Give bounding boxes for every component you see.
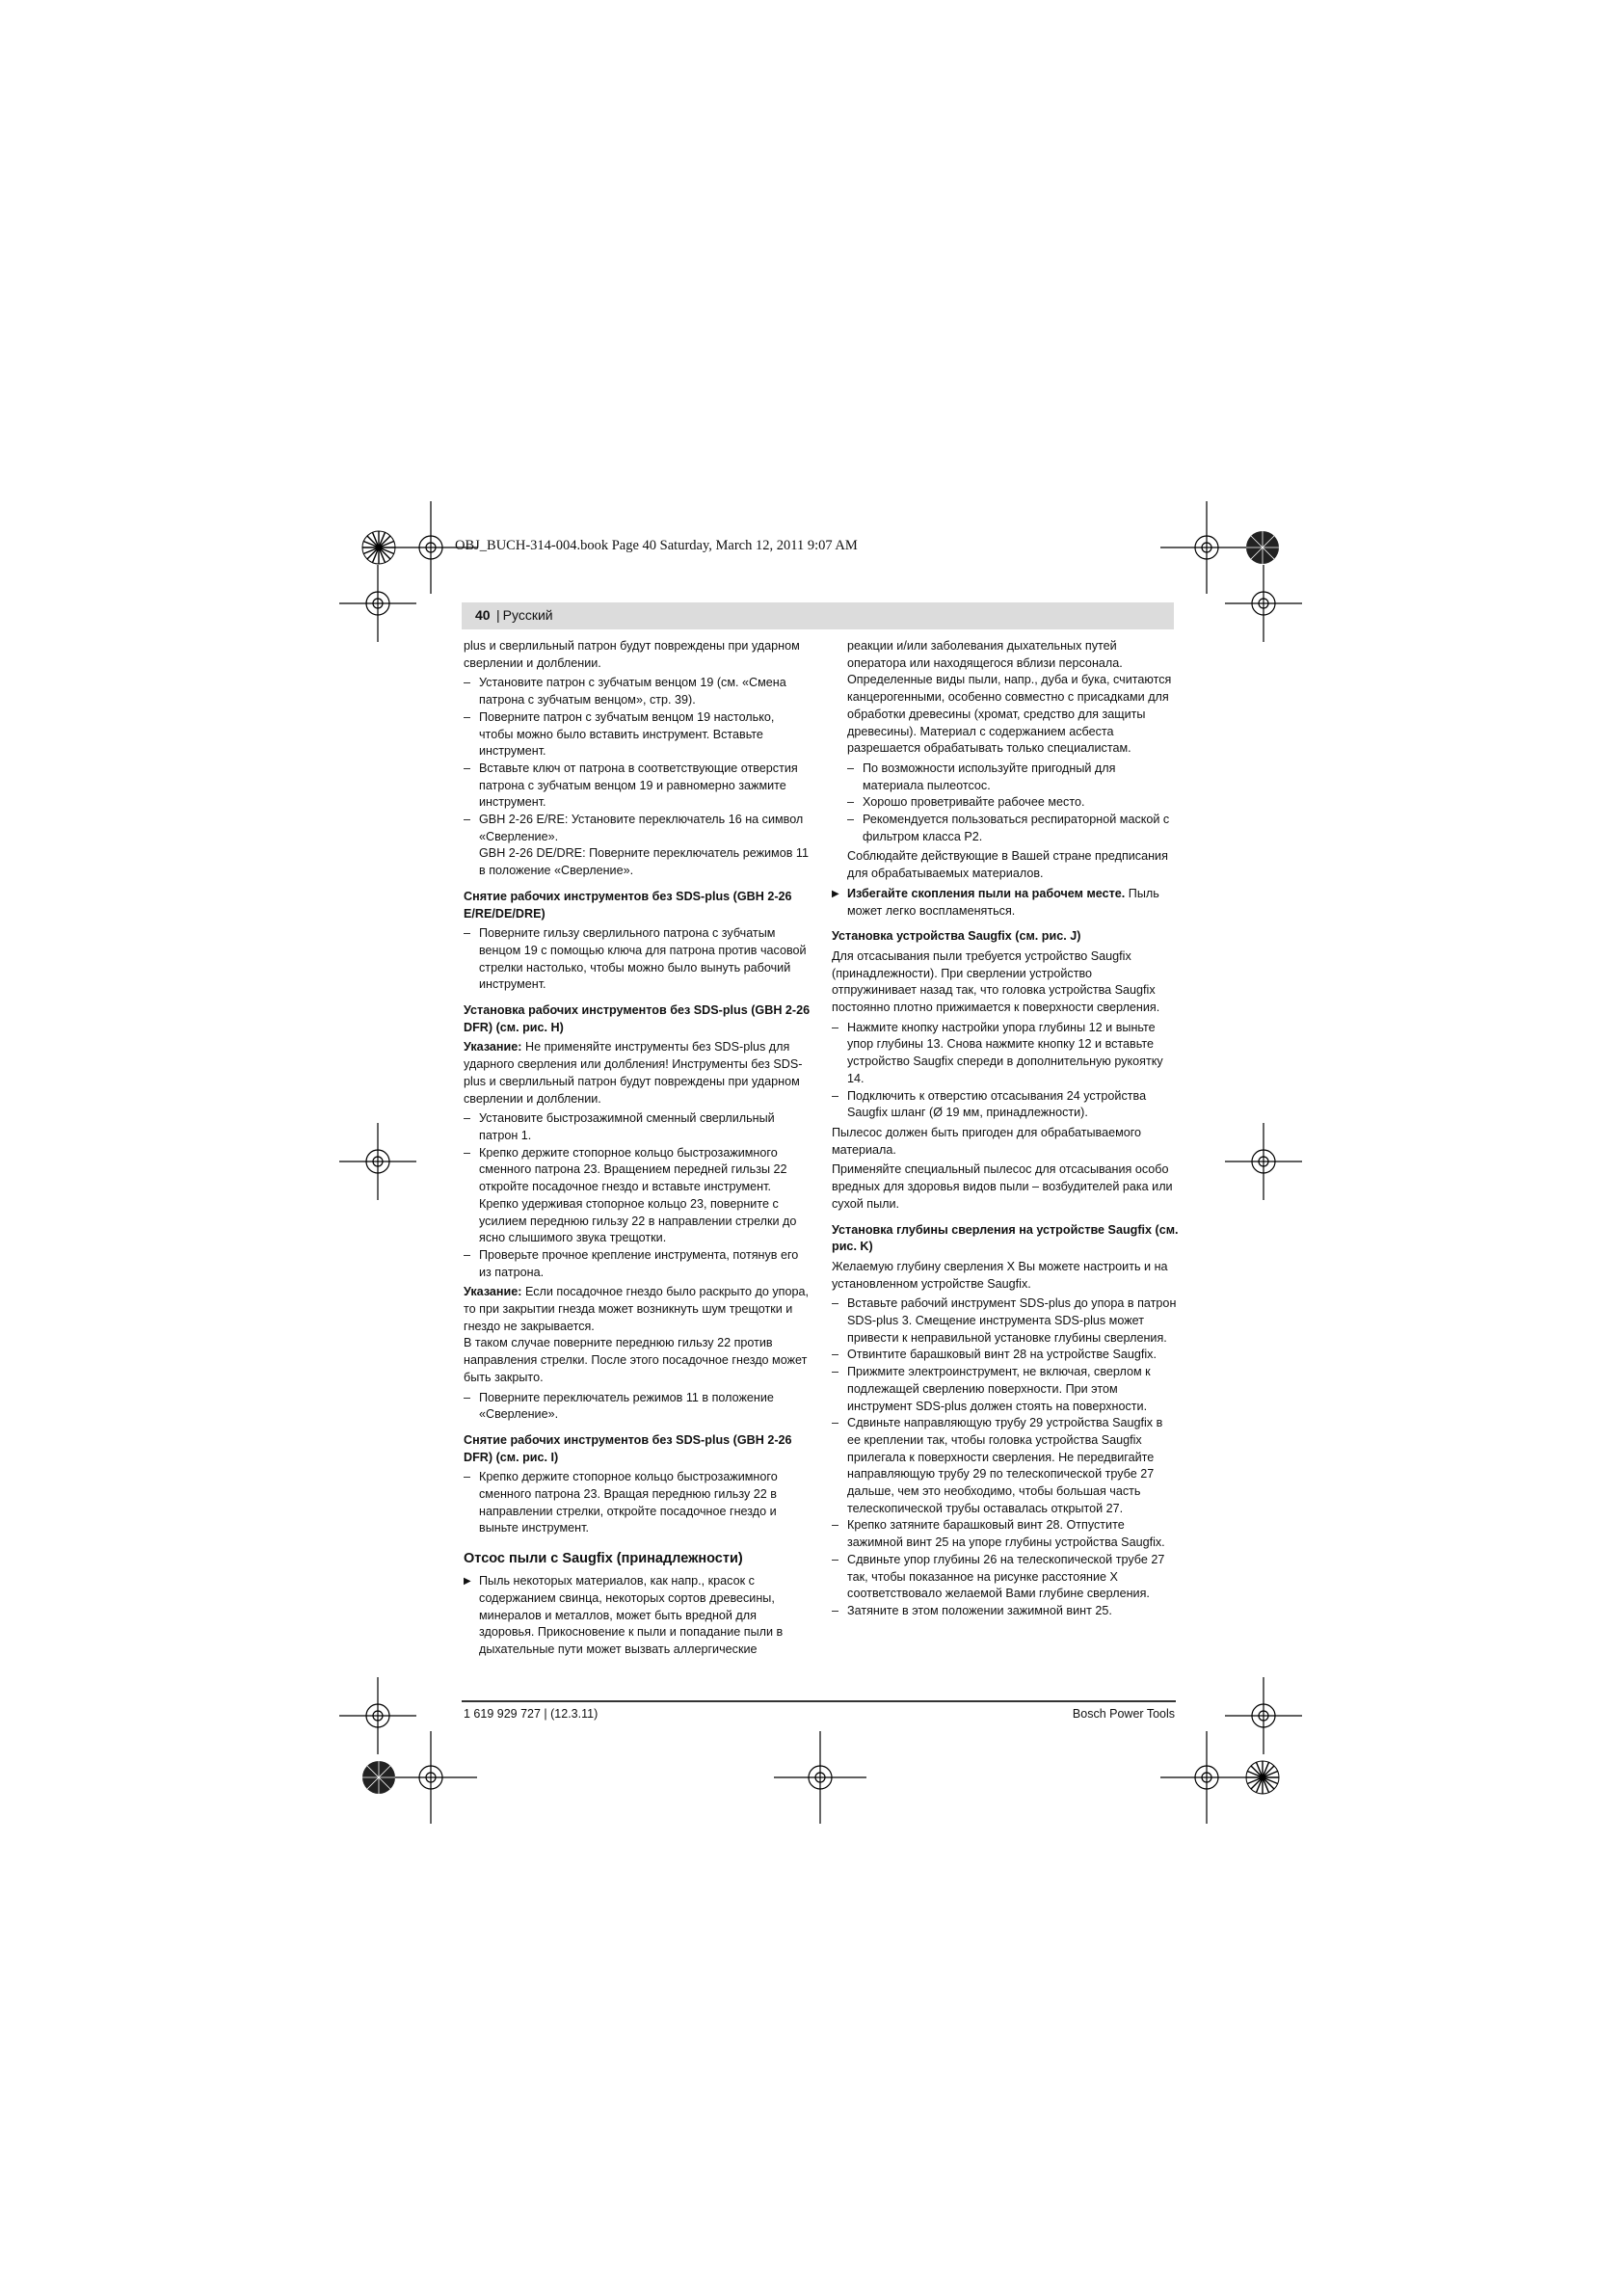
- list-item: – Рекомендуется пользоваться респираторной маской с фильтром класса Р2.: [832, 812, 1179, 845]
- warning-bold: Избегайте скопления пыли на рабочем месте.: [847, 886, 1126, 900]
- list-item: – Вставьте ключ от патрона в соответствующие отверстия патрона с зубчатым венцом 19 и равномерно зажмите инструмент.: [464, 761, 811, 812]
- sub-list: [832, 761, 1179, 846]
- list-item: – Нажмите кнопку настройки упора глубины 12 и выньте упор глубины 13. Снова нажмите кнопку 12 и вставьте устройство Saugfix спереди в дополнительную рукоятку 14.: [832, 1020, 1179, 1088]
- steps-list: [464, 1469, 811, 1537]
- target-icon: [1246, 531, 1279, 564]
- list-item: – Вставьте рабочий инструмент SDS-plus до упора в патрон SDS-plus 3. Смещение инструмента SDS-plus может привести к неправильной установке глубины сверления.: [832, 1295, 1179, 1347]
- crosshair-icon: [774, 1731, 866, 1824]
- target-icon: [362, 1761, 395, 1794]
- note-text: Не применяйте инструменты без SDS-plus для ударного сверления или долбления! Инструменты без SDS-plus и сверлильный патрон будут повреждены при ударном сверлении и долблении.: [464, 1040, 803, 1106]
- warning-paragraph: ▶ Пыль некоторых материалов, как напр., красок с содержанием свинца, некоторых сортов древесины, минералов и металлов, может быть вредной для здоровья. Прикосновение к пыли и попадание пыли в дыхательные пути может вызвать аллергические: [464, 1573, 811, 1659]
- list-item: – Отвинтите барашковый винт 28 на устройстве Saugfix.: [832, 1347, 1179, 1364]
- left-column: [464, 638, 811, 1662]
- footer-doc-number: 1 619 929 727 | (12.3.11): [464, 1707, 599, 1721]
- crosshair-icon: [1225, 1123, 1302, 1200]
- print-slug: OBJ_BUCH-314-004.book Page 40 Saturday, March 12, 2011 9:07 AM: [455, 538, 858, 553]
- section-heading: Снятие рабочих инструментов без SDS-plus (GBH 2-26 DFR) (см. рис. I): [464, 1432, 792, 1464]
- target-icon: [362, 531, 395, 564]
- note-text: Если посадочное гнездо было раскрыто до упора, то при закрытии гнезда может возникнуть шум трещотки и гнездо не закрывается.: [464, 1285, 809, 1333]
- section-heading: Снятие рабочих инструментов без SDS-plus (GBH 2-26 E/RE/DE/DRE): [464, 889, 792, 921]
- steps-list: [464, 1390, 811, 1424]
- steps-list: [464, 1110, 811, 1281]
- language-label: | Русский: [496, 607, 553, 623]
- list-item: – Хорошо проветривайте рабочее место.: [832, 794, 1179, 812]
- page-number: 40: [475, 607, 491, 623]
- footer-rule: [462, 1700, 1176, 1702]
- note-continuation: В таком случае поверните переднюю гильзу 22 против направления стрелки. После этого посадочное гнездо может быть закрыто.: [464, 1336, 808, 1384]
- regulations-paragraph: Соблюдайте действующие в Вашей стране предписания для обрабатываемых материалов.: [847, 849, 1168, 881]
- list-item: – Крепко держите стопорное кольцо быстрозажимного сменного патрона 23. Вращая переднюю гильзу 22 в направлении стрелки, откройте посадочное гнездо и выньте инструмент.: [464, 1469, 811, 1537]
- list-item: – Установите патрон с зубчатым венцом 19 (см. «Смена патрона с зубчатым венцом», стр. 39).: [464, 675, 811, 708]
- crosshair-icon: [339, 1123, 416, 1200]
- intro-paragraph: plus и сверлильный патрон будут повреждены при ударном сверлении и долблении.: [464, 639, 800, 670]
- right-column: [832, 638, 1179, 1623]
- section-heading: Установка устройства Saugfix (см. рис. J): [832, 929, 1081, 944]
- crosshair-icon: [1225, 1677, 1302, 1754]
- list-item: – Крепко держите стопорное кольцо быстрозажимного сменного патрона 23. Вращением передней гильзы 22 откройте посадочное гнездо и вставьте инструмент. Крепко удерживая стопорное кольцо 23, поверните с усилием переднюю гильзу 22 в направлении стрелки до ясно слышимого звука трещотки.: [464, 1145, 811, 1247]
- steps-list: [464, 925, 811, 994]
- warning-paragraph: [832, 886, 1179, 920]
- special-vacuum-note: Применяйте специальный пылесос для отсасывания особо вредных для здоровья видов пыли – возбудителей рака или сухой пыли.: [832, 1162, 1173, 1211]
- section-heading: Установка глубины сверления на устройстве Saugfix (см. рис. K): [832, 1222, 1179, 1254]
- footer-brand: Bosch Power Tools: [1072, 1707, 1175, 1721]
- list-item: – Затяните в этом положении зажимной винт 25.: [832, 1603, 1179, 1620]
- note-label: Указание:: [464, 1040, 522, 1055]
- steps-list: [832, 1020, 1179, 1122]
- target-icon: [1246, 1761, 1279, 1794]
- crosshair-icon: [339, 1677, 416, 1754]
- crosshair-icon: [339, 565, 416, 642]
- list-item: – Прижмите электроинструмент, не включая, сверлом к подлежащей сверлению поверхности. При этом инструмент SDS-plus должен стоять на поверхности.: [832, 1364, 1179, 1415]
- depth-intro: Желаемую глубину сверления X Вы можете настроить и на установленном устройстве Saugfix.: [832, 1259, 1168, 1291]
- list-item: – Сдвиньте направляющую трубу 29 устройства Saugfix в ее креплении так, чтобы головка устройства Saugfix прилегала к поверхности сверления. Не передвигайте направляющую трубу 29 по телескопической трубе 27 дальше, чем это необходимо, чтобы большая часть телескопической трубы оставалась открытой 27.: [832, 1415, 1179, 1517]
- list-item: – Проверьте прочное крепление инструмента, потянув его из патрона.: [464, 1247, 811, 1281]
- saugfix-intro: Для отсасывания пыли требуется устройство Saugfix (принадлежности). При сверлении устройство отпружинивает назад так, что головка устройства Saugfix постоянно плотно прижимается к поверхности сверления.: [832, 948, 1160, 1015]
- note-paragraph: [464, 1284, 811, 1335]
- list-item: – Установите быстрозажимной сменный сверлильный патрон 1.: [464, 1110, 811, 1144]
- note-label: Указание:: [464, 1285, 522, 1299]
- vacuum-note: Пылесос должен быть пригоден для обрабатываемого материала.: [832, 1125, 1142, 1157]
- list-item: – Подключить к отверстию отсасывания 24 устройства Saugfix шланг (Ø 19 мм, принадлежности).: [832, 1088, 1179, 1122]
- crosshair-icon: [1160, 1731, 1253, 1824]
- list-item: – По возможности используйте пригодный для материала пылеотсос.: [832, 761, 1179, 794]
- section-heading: Установка рабочих инструментов без SDS-plus (GBH 2-26 DFR) (см. рис. H): [464, 1003, 811, 1034]
- list-item: – Поверните патрон с зубчатым венцом 19 настолько, чтобы можно было вставить инструмент. Вставьте инструмент.: [464, 709, 811, 761]
- page-header: [462, 602, 1174, 629]
- list-item: – GBH 2-26 E/RE: Установите переключатель 16 на символ «Сверление». GBH 2-26 DE/DRE: Поверните переключатель режимов 11 в положение «Сверление».: [464, 812, 811, 880]
- list-item: – Поверните гильзу сверлильного патрона с зубчатым венцом 19 с помощью ключа для патрона против часовой стрелки настолько, чтобы можно было вынуть рабочий инструмент.: [464, 925, 811, 994]
- warning-text: Пыль может легко воспламеняться.: [847, 886, 1159, 918]
- list-item: – Сдвиньте упор глубины 26 на телескопической трубе 27 так, чтобы показанное на рисунке расстояние X соответствовало желаемой Вами глубине сверления.: [832, 1552, 1179, 1603]
- crosshair-icon: [1160, 501, 1253, 594]
- crosshair-icon: [385, 1731, 477, 1824]
- note-paragraph: [464, 1039, 811, 1108]
- steps-list: [464, 675, 811, 879]
- list-item: – Поверните переключатель режимов 11 в положение «Сверление».: [464, 1390, 811, 1424]
- steps-list: [832, 1295, 1179, 1619]
- list-item: – Крепко затяните барашковый винт 28. Отпустите зажимной винт 25 на упоре глубины устройства Saugfix.: [832, 1517, 1179, 1551]
- crosshair-icon: [1225, 565, 1302, 642]
- chapter-heading: Отсос пыли с Saugfix (принадлежности): [464, 1551, 743, 1567]
- continuation-paragraph: реакции и/или заболевания дыхательных путей оператора или находящегося вблизи персонала. Определенные виды пыли, напр., дуба и бука, считаются канцерогенными, особенно совместно с присадками для обработки древесины (хромат, средство для защиты древесины). Материал с содержанием асбеста разрешается обрабатывать только специалистам.: [847, 639, 1172, 756]
